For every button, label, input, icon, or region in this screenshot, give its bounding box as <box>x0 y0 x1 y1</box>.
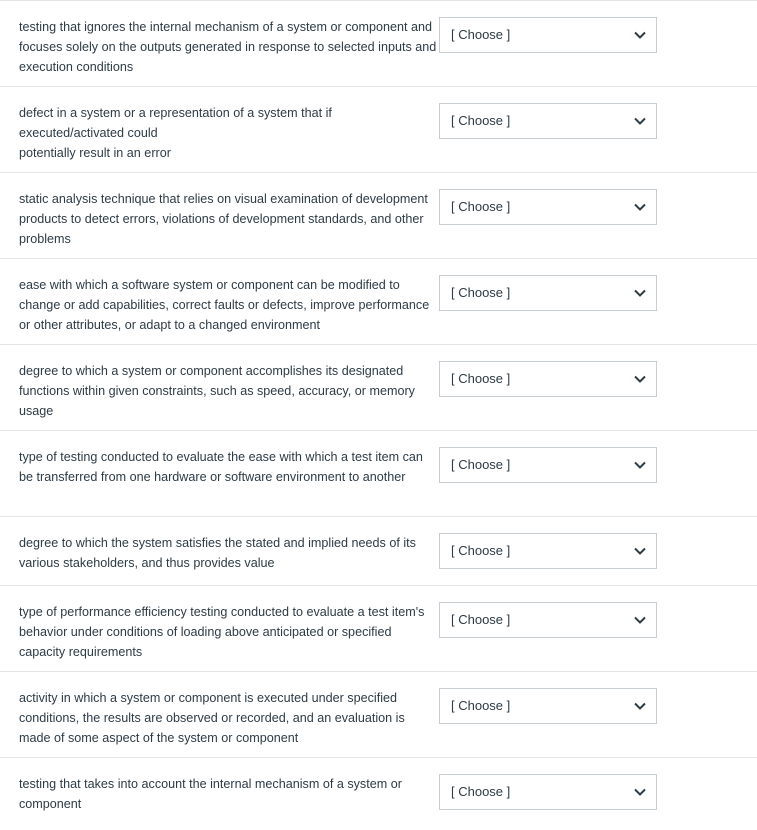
chevron-down-icon <box>633 699 647 713</box>
matching-prompt: defect in a system or a representation of a system that if executed/activated could potentially result in an error <box>19 106 332 160</box>
matching-row <box>0 1 757 87</box>
matching-row <box>0 517 757 586</box>
matching-prompt: testing that ignores the internal mechanism of a system or component and focuses solely on the outputs generated in response to selected inputs and execution conditions <box>19 20 437 74</box>
answer-dropdown[interactable] <box>439 17 657 53</box>
dropdown-selected-value: [ Choose ] <box>451 285 511 300</box>
matching-prompt: degree to which a system or component accomplishes its designated functions within given constraints, such as speed, accuracy, or memory usage <box>19 364 415 418</box>
answer-dropdown[interactable] <box>439 189 657 225</box>
dropdown-selected-value: [ Choose ] <box>451 784 511 799</box>
answer-dropdown[interactable] <box>439 103 657 139</box>
chevron-down-icon <box>633 544 647 558</box>
answer-dropdown[interactable] <box>439 774 657 810</box>
dropdown-selected-value: [ Choose ] <box>451 457 511 472</box>
chevron-down-icon <box>633 458 647 472</box>
matching-row <box>0 173 757 259</box>
matching-prompt: type of performance efficiency testing conducted to evaluate a test item's behavior under conditions of loading above anticipated or specified capacity requirements <box>19 605 425 659</box>
matching-prompt: testing that takes into account the internal mechanism of a system or component <box>19 777 402 811</box>
dropdown-selected-value: [ Choose ] <box>451 199 511 214</box>
matching-row <box>0 672 757 758</box>
matching-prompt: static analysis technique that relies on visual examination of development products to detect errors, violations of development standards, and other problems <box>19 192 428 246</box>
dropdown-selected-value: [ Choose ] <box>451 27 511 42</box>
chevron-down-icon <box>633 785 647 799</box>
answer-dropdown[interactable] <box>439 533 657 569</box>
answer-dropdown[interactable] <box>439 275 657 311</box>
chevron-down-icon <box>633 200 647 214</box>
matching-prompt: activity in which a system or component is executed under specified conditions, the results are observed or recorded, and an evaluation is made of some aspect of the system or component <box>19 691 405 745</box>
dropdown-selected-value: [ Choose ] <box>451 371 511 386</box>
matching-row <box>0 259 757 345</box>
dropdown-selected-value: [ Choose ] <box>451 113 511 128</box>
answer-dropdown[interactable] <box>439 447 657 483</box>
chevron-down-icon <box>633 114 647 128</box>
chevron-down-icon <box>633 286 647 300</box>
dropdown-selected-value: [ Choose ] <box>451 543 511 558</box>
answer-dropdown[interactable] <box>439 602 657 638</box>
matching-prompt: type of testing conducted to evaluate the ease with which a test item can be transferred from one hardware or software environment to another <box>19 450 423 484</box>
answer-dropdown[interactable] <box>439 688 657 724</box>
chevron-down-icon <box>633 372 647 386</box>
matching-row <box>0 586 757 672</box>
chevron-down-icon <box>633 613 647 627</box>
matching-row <box>0 345 757 431</box>
matching-row <box>0 758 757 828</box>
matching-prompt: degree to which the system satisfies the stated and implied needs of its various stakeholders, and thus provides value <box>19 536 416 570</box>
answer-dropdown[interactable] <box>439 361 657 397</box>
matching-row <box>0 431 757 517</box>
dropdown-selected-value: [ Choose ] <box>451 698 511 713</box>
dropdown-selected-value: [ Choose ] <box>451 612 511 627</box>
matching-prompt: ease with which a software system or component can be modified to change or add capabilities, correct faults or defects, improve performance or other attributes, or adapt to a changed environment <box>19 278 430 332</box>
matching-row <box>0 87 757 173</box>
chevron-down-icon <box>633 28 647 42</box>
